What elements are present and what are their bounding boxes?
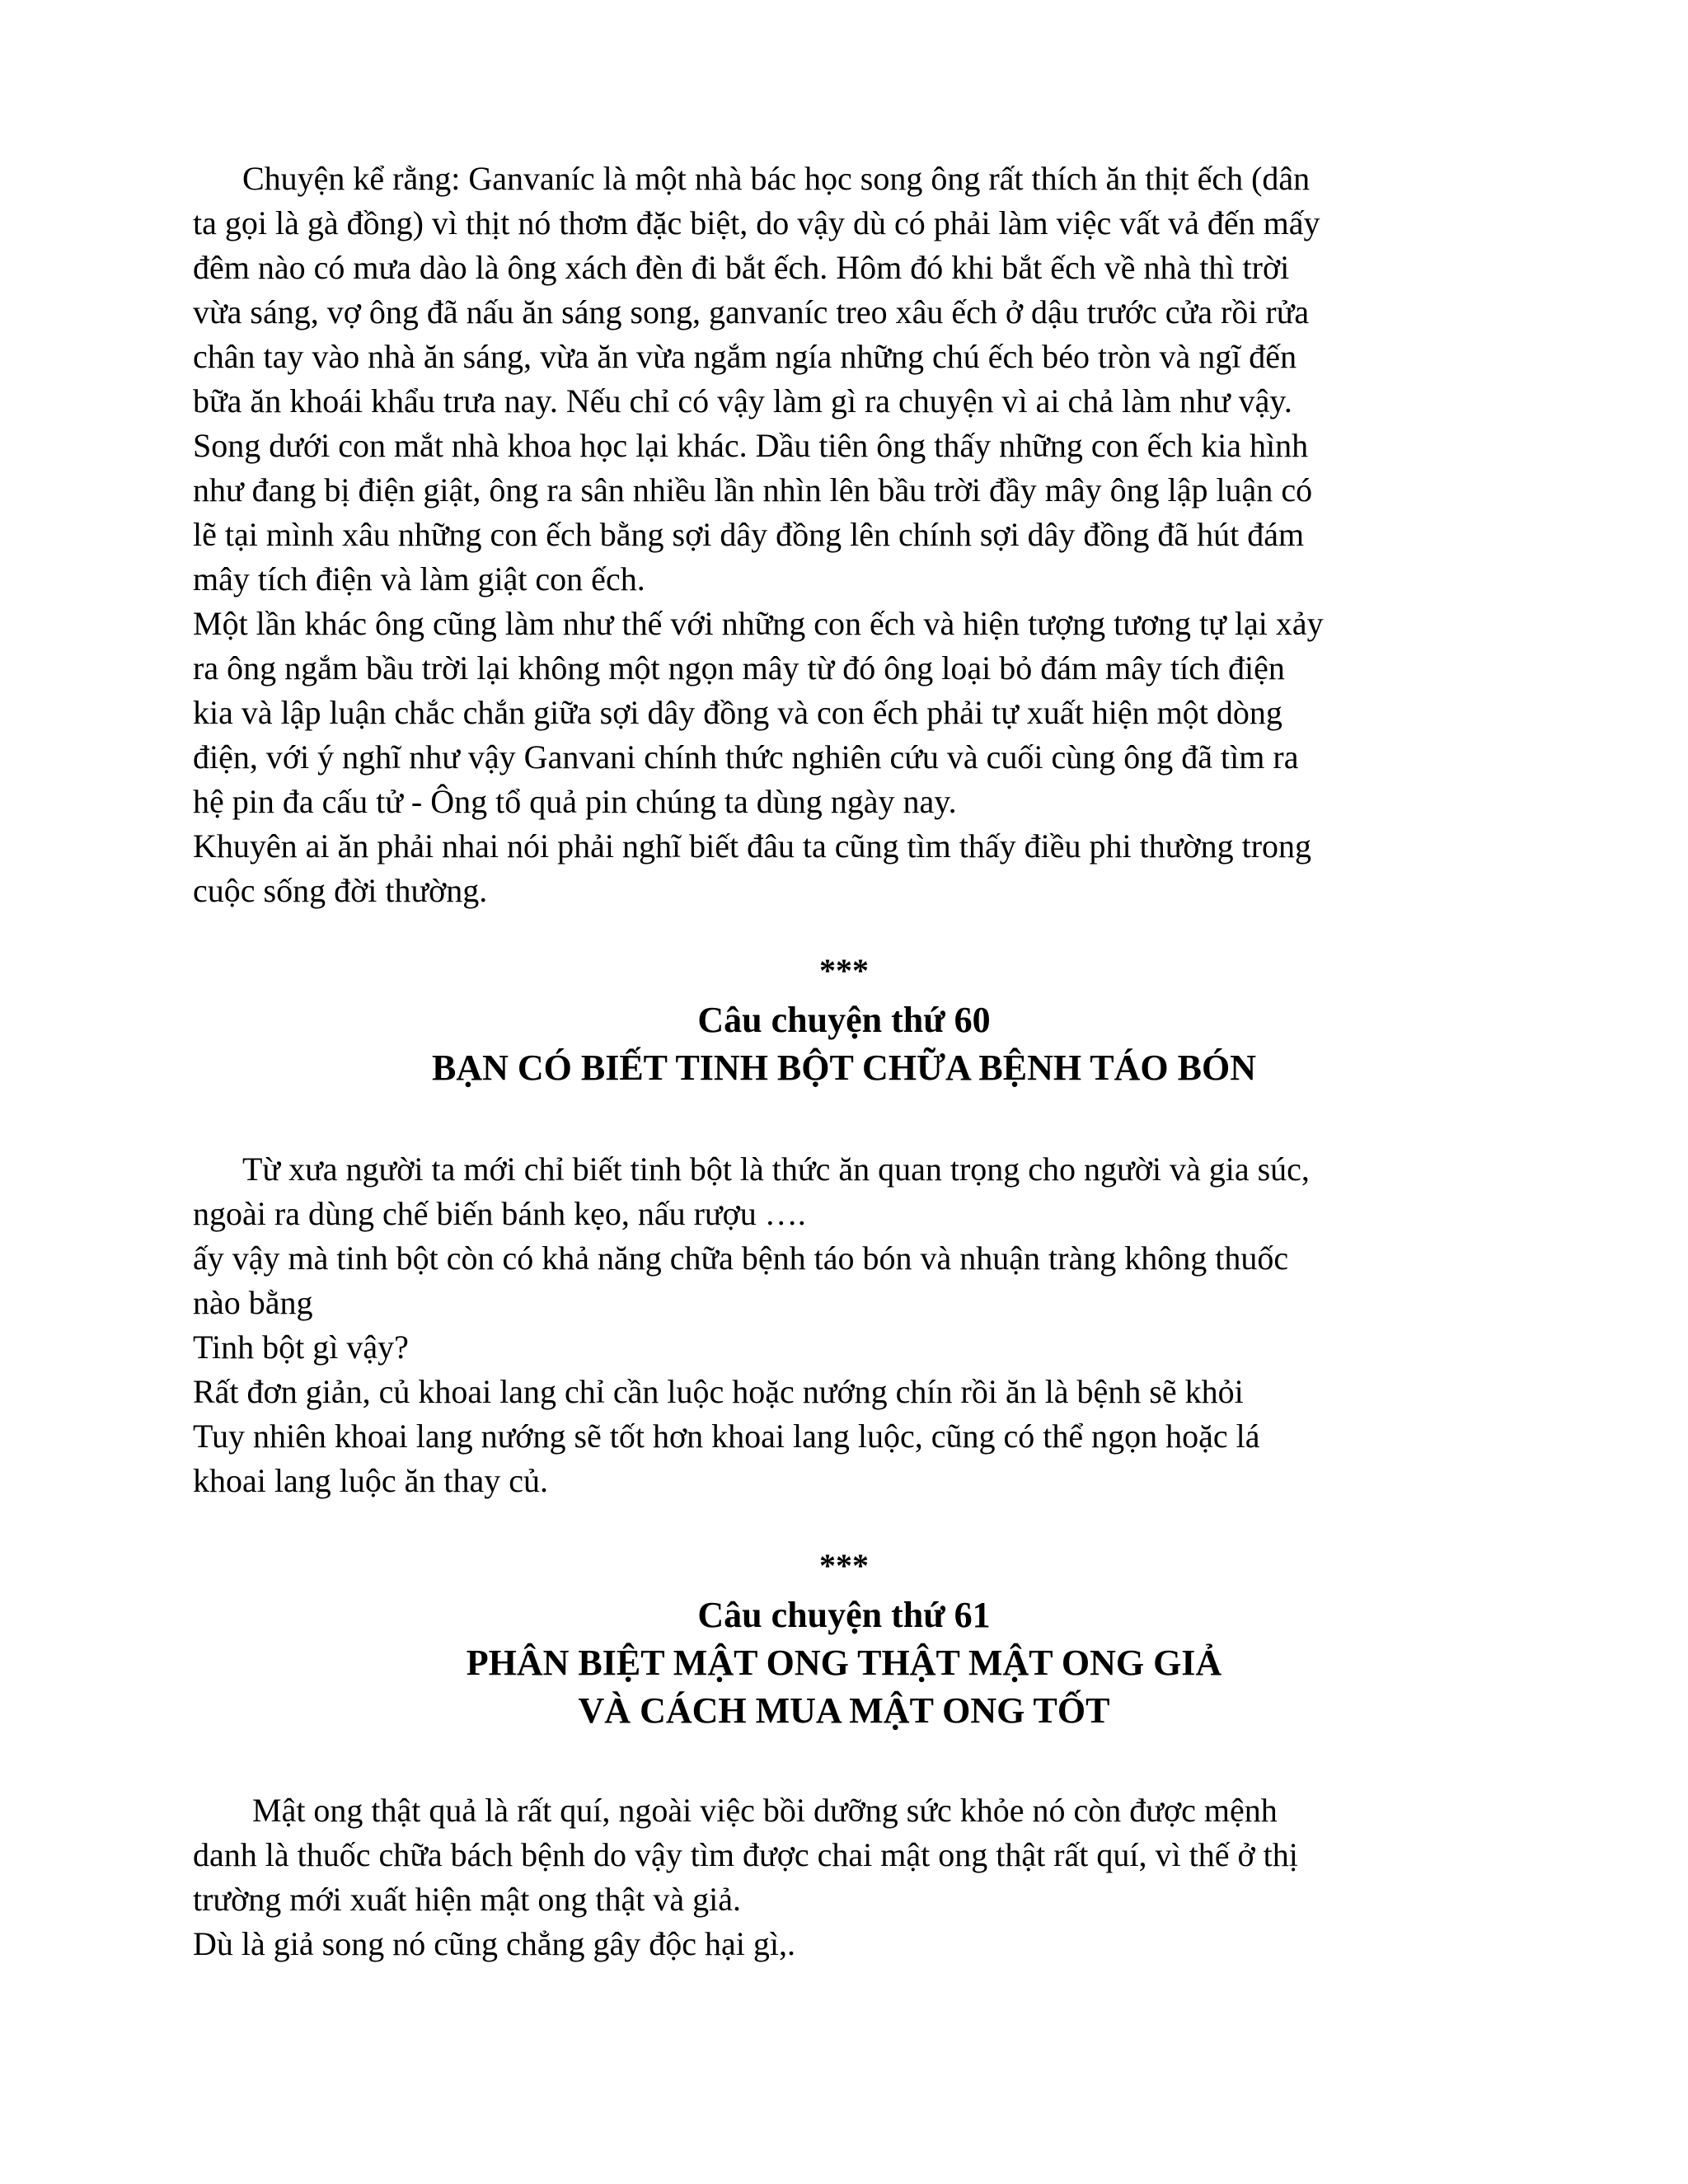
paragraph-line: ta gọi là gà đồng) vì thịt nó thơm đặc biệt, do vậy dù có phải làm việc vất vả đến mấy <box>193 204 1320 241</box>
story-61-title-line-1: PHÂN BIỆT MẬT ONG THẬT MẬT ONG GIẢ <box>466 1643 1222 1683</box>
paragraph-line: kia và lập luận chắc chắn giữa sợi dây đồng và con ếch phải tự xuất hiện một dòng <box>193 694 1282 731</box>
paragraph-line: Dù là giả song nó cũng chẳng gây độc hại gì,. <box>193 1925 795 1962</box>
story-61-number-title: Câu chuyện thứ 61 <box>697 1595 991 1635</box>
paragraph-line: Chuyện kể rằng: Ganvaníc là một nhà bác học song ông rất thích ăn thịt ếch (dân <box>242 160 1311 197</box>
story-60-number-title: Câu chuyện thứ 60 <box>697 1000 991 1040</box>
paragraph-line: đêm nào có mưa dào là ông xách đèn đi bắt ếch. Hôm đó khi bắt ếch về nhà thì trời <box>193 249 1290 286</box>
paragraph-line: lẽ tại mình xâu những con ếch bằng sợi dây đồng lên chính sợi dây đồng đã hút đám <box>193 516 1305 553</box>
section-separator: *** <box>819 952 869 989</box>
paragraph-line: ngoài ra dùng chế biến bánh kẹo, nấu rượu …. <box>193 1195 806 1232</box>
paragraph-line: hệ pin đa cấu tử - Ông tổ quả pin chúng ta dùng ngày nay. <box>193 783 957 820</box>
paragraph-line: ấy vậy mà tinh bột còn có khả năng chữa bệnh táo bón và nhuận tràng không thuốc <box>193 1240 1289 1277</box>
paragraph-line: Từ xưa người ta mới chỉ biết tinh bột là thức ăn quan trọng cho người và gia súc, <box>242 1151 1310 1188</box>
paragraph-line: nào bằng <box>193 1284 313 1321</box>
paragraph-line: Tuy nhiên khoai lang nướng sẽ tốt hơn khoai lang luộc, cũng có thể ngọn hoặc lá <box>193 1418 1260 1455</box>
story-60-title: BẠN CÓ BIẾT TINH BỘT CHỮA BỆNH TÁO BÓN <box>431 1047 1257 1088</box>
paragraph-line: Tinh bột gì vậy? <box>193 1329 409 1366</box>
paragraph-line: Mật ong thật quả là rất quí, ngoài việc bồi dưỡng sức khỏe nó còn được mệnh <box>252 1792 1278 1829</box>
story-60-body <box>193 1147 1528 1510</box>
story-59-body <box>193 157 1528 923</box>
paragraph-line: mây tích điện và làm giật con ếch. <box>193 560 645 598</box>
paragraph-line: danh là thuốc chữa bách bệnh do vậy tìm được chai mật ong thật rất quí, vì thế ở thị <box>193 1836 1298 1873</box>
story-61-title-line-2: VÀ CÁCH MUA MẬT ONG TỐT <box>578 1690 1110 1731</box>
paragraph-line: trường mới xuất hiện mật ong thật và giả. <box>193 1881 741 1918</box>
paragraph-line: vừa sáng, vợ ông đã nấu ăn sáng song, ganvaníc treo xâu ếch ở dậu trước cửa rồi rửa <box>193 293 1310 330</box>
paragraph-line: Song dưới con mắt nhà khoa học lại khác. Dầu tiên ông thấy những con ếch kia hình <box>193 427 1309 464</box>
section-separator: *** <box>819 1547 869 1584</box>
paragraph-line: cuộc sống đời thường. <box>193 872 488 909</box>
paragraph-line: Khuyên ai ăn phải nhai nói phải nghĩ biết đâu ta cũng tìm thấy điều phi thường trong <box>193 827 1312 865</box>
paragraph-line: điện, với ý nghĩ như vậy Ganvani chính thức nghiên cứu và cuối cùng ông đã tìm ra <box>193 738 1299 776</box>
paragraph-line: ra ông ngắm bầu trời lại không một ngọn mây từ đó ông loại bỏ đám mây tích điện <box>193 649 1285 687</box>
paragraph-line: Một lần khác ông cũng làm như thế với những con ếch và hiện tượng tương tự lại xảy <box>193 605 1324 642</box>
paragraph-line: như đang bị điện giật, ông ra sân nhiều lần nhìn lên bầu trời đầy mây ông lập luận có <box>193 471 1313 509</box>
paragraph-line: chân tay vào nhà ăn sáng, vừa ăn vừa ngắm ngía những chú ếch béo tròn và ngĩ đến <box>193 338 1297 375</box>
paragraph-line: khoai lang luộc ăn thay củ. <box>193 1462 548 1499</box>
paragraph-line: bữa ăn khoái khẩu trưa nay. Nếu chỉ có vậy làm gì ra chuyện vì ai chả làm như vậy. <box>193 382 1292 419</box>
paragraph-line: Rất đơn giản, củ khoai lang chỉ cần luộc hoặc nướng chín rồi ăn là bệnh sẽ khỏi <box>193 1373 1244 1410</box>
story-61-body <box>193 1788 1528 1970</box>
